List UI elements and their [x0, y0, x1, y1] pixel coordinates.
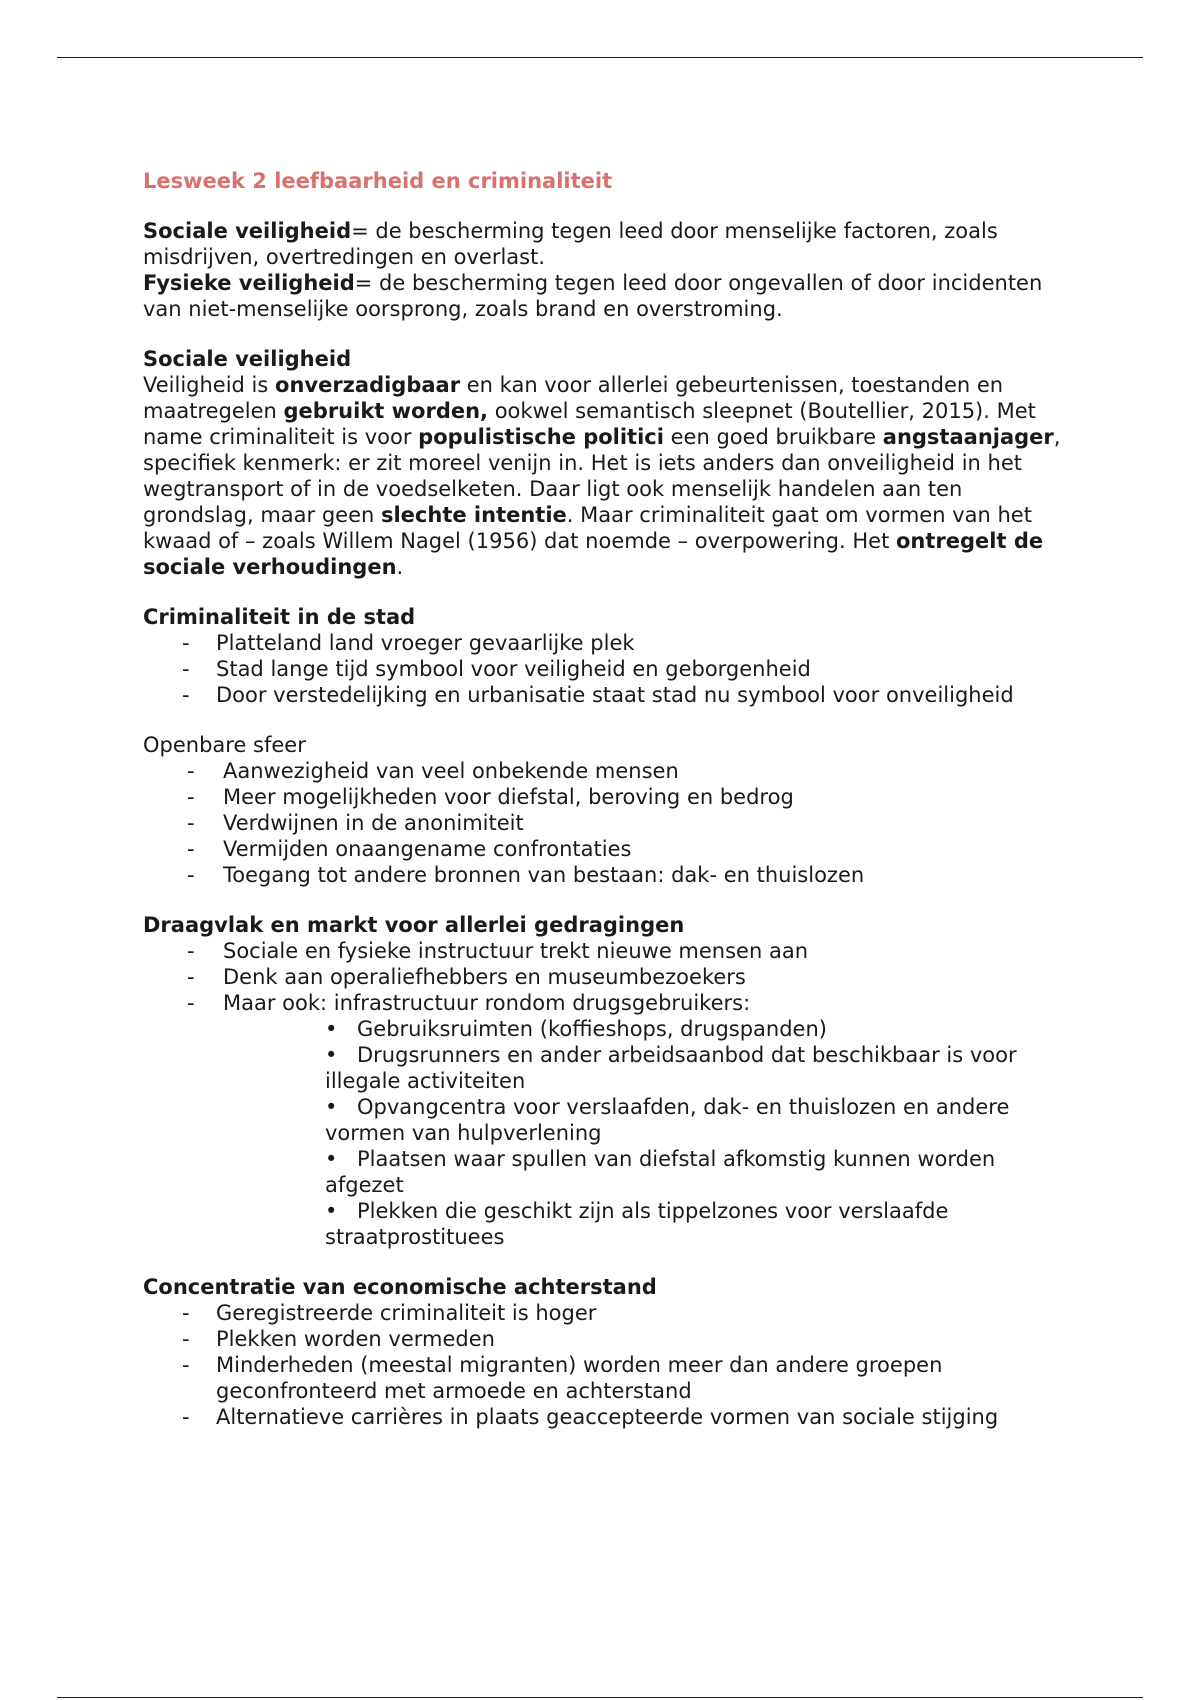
paragraph-text: . — [396, 555, 404, 579]
openbare-sfeer-section — [143, 732, 1068, 888]
list-item: - Door verstedelijking en urbanisatie staat stad nu symbool voor onveiligheid — [143, 682, 1068, 708]
bottom-rule — [57, 1697, 1143, 1698]
bullet-item — [325, 1198, 1068, 1250]
bullet-item-text: Drugsrunners en ander arbeidsaanbod dat beschikbaar is voor illegale activiteiten — [325, 1043, 1017, 1093]
bullet-item — [325, 1094, 1068, 1146]
paragraph-text: Veiligheid is — [143, 373, 276, 397]
definition-fysieke-term: Fysieke veiligheid — [143, 271, 355, 295]
list-item: - Platteland land vroeger gevaarlijke plek — [143, 630, 1068, 656]
paragraph-bold: gebruikt worden, — [283, 399, 489, 423]
paragraph-text: , specifiek kenmerk: er zit moreel venijn in. Het is iets anders dan onveiligheid in het wegtransport of in de voedselketen. Daar ligt ook menselijk handelen aan ten grondslag, maar geen — [143, 425, 1061, 527]
definition-sociale-text: = de bescherming tegen leed door menselijke factoren, zoals misdrijven, overtredingen en overlast. — [143, 219, 998, 269]
economische-achterstand-heading: Concentratie van economische achterstand — [143, 1275, 657, 1299]
bullet-item — [325, 1042, 1068, 1094]
document-title: Lesweek 2 leefbaarheid en criminaliteit — [143, 169, 613, 193]
sociale-veiligheid-section — [143, 346, 1068, 580]
list-item: - Minderheden (meestal migranten) worden meer dan andere groepen geconfronteerd met armoede en achterstand — [143, 1352, 1068, 1404]
bullet-icon: • — [325, 1017, 338, 1041]
paragraph-text: ookwel semantisch sleepnet (Boutellier, 2015). Met name criminaliteit is voor — [143, 399, 1036, 449]
bullet-icon: • — [325, 1043, 338, 1067]
list-item: - Geregistreerde criminaliteit is hoger — [143, 1300, 1068, 1326]
list-item: - Aanwezigheid van veel onbekende mensen — [143, 758, 1068, 784]
list-item: - Maar ook: infrastructuur rondom drugsgebruikers: — [143, 990, 1068, 1016]
openbare-sfeer-heading: Openbare sfeer — [143, 733, 306, 757]
definition-sociale-term: Sociale veiligheid — [143, 219, 352, 243]
openbare-sfeer-list — [143, 758, 1068, 888]
bullet-item-text: Plekken die geschikt zijn als tippelzones voor verslaafde straatprostituees — [325, 1199, 949, 1249]
bullet-icon: • — [325, 1095, 338, 1119]
paragraph-bold: ontregelt de sociale verhoudingen — [143, 529, 1044, 579]
bullet-icon: • — [325, 1199, 338, 1223]
definition-sociale — [143, 218, 1068, 270]
bullet-icon: • — [325, 1147, 338, 1171]
criminaliteit-stad-section — [143, 604, 1068, 708]
paragraph-text: en kan voor allerlei gebeurtenissen, toestanden en maatregelen — [143, 373, 1004, 423]
list-item: - Vermijden onaangename confrontaties — [143, 836, 1068, 862]
list-item: - Plekken worden vermeden — [143, 1326, 1068, 1352]
bullet-item-text: Gebruiksruimten (koffieshops, drugspanden) — [357, 1017, 827, 1041]
paragraph-text: een goed bruikbare — [663, 425, 883, 449]
economische-achterstand-list — [143, 1300, 1068, 1430]
bullet-item — [325, 1016, 1068, 1042]
document-page — [143, 168, 1068, 1454]
list-item: - Alternatieve carrières in plaats geaccepteerde vormen van sociale stijging — [143, 1404, 1068, 1430]
paragraph-bold: populistische politici — [418, 425, 664, 449]
list-item: - Sociale en fysieke instructuur trekt nieuwe mensen aan — [143, 938, 1068, 964]
draagvlak-section — [143, 912, 1068, 1250]
bullet-item-text: Opvangcentra voor verslaafden, dak- en thuislozen en andere vormen van hulpverlening — [325, 1095, 1010, 1145]
economische-achterstand-section — [143, 1274, 1068, 1430]
paragraph-bold: angstaanjager — [882, 425, 1054, 449]
definition-fysieke-text: = de bescherming tegen leed door ongevallen of door incidenten van niet-menselijke oorsprong, zoals brand en overstroming. — [143, 271, 1043, 321]
paragraph-text: . Maar criminaliteit gaat om vormen van het kwaad of – zoals Willem Nagel (1956) dat noemde – overpowering. Het — [143, 503, 1032, 553]
draagvlak-heading: Draagvlak en markt voor allerlei gedragingen — [143, 913, 685, 937]
sociale-veiligheid-paragraph — [143, 372, 1068, 580]
list-item: - Stad lange tijd symbool voor veiligheid en geborgenheid — [143, 656, 1068, 682]
bullet-item — [325, 1146, 1068, 1198]
list-item: - Meer mogelijkheden voor diefstal, beroving en bedrog — [143, 784, 1068, 810]
list-item: - Denk aan operaliefhebbers en museumbezoekers — [143, 964, 1068, 990]
list-item: - Verdwijnen in de anonimiteit — [143, 810, 1068, 836]
drugs-infrastructure-list — [143, 1016, 1068, 1250]
criminaliteit-stad-list — [143, 630, 1068, 708]
definition-fysieke — [143, 270, 1068, 322]
list-item: - Toegang tot andere bronnen van bestaan: dak- en thuislozen — [143, 862, 1068, 888]
paragraph-bold: onverzadigbaar — [275, 373, 461, 397]
bullet-item-text: Plaatsen waar spullen van diefstal afkomstig kunnen worden afgezet — [325, 1147, 996, 1197]
sociale-veiligheid-heading: Sociale veiligheid — [143, 347, 352, 371]
paragraph-bold: slechte intentie — [380, 503, 567, 527]
definitions-block — [143, 218, 1068, 322]
top-rule — [57, 57, 1143, 58]
draagvlak-list — [143, 938, 1068, 1016]
criminaliteit-stad-heading: Criminaliteit in de stad — [143, 605, 416, 629]
